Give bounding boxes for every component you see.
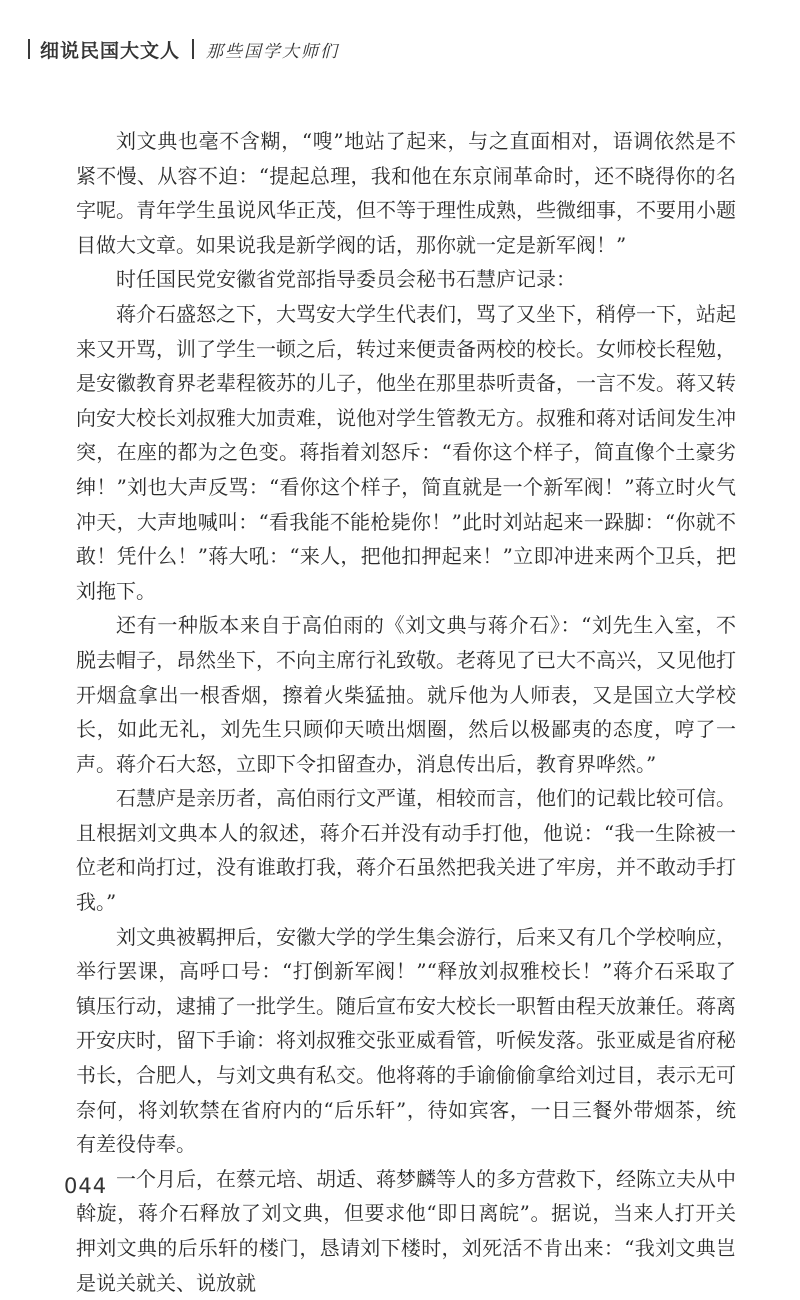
paragraph-3: 蒋介石盛怒之下，大骂安大学生代表们，骂了又坐下，稍停一下，站起来又开骂，训了学生一顿之后，转过来便责备两校的校长。女师校长程勉，是安徽教育界老辈程筱苏的儿子，他坐在那里恭听责备，一言不发。蒋又转向安大校长刘叔雅大加责难，说他对学生管教无方。叔雅和蒋对话间发生冲突，在座的都为之色变。蒋指着刘怒斥：“看你这个样子，简直像个土豪劣绅！”刘也大声反骂：“看你这个样子，简直就是一个新军阀！”蒋立时火气冲天，大声地喊叫：“看我能不能枪毙你！”此时刘站起来一跺脚：“你就不敢！凭什么！”蒋大吼：“来人，把他扣押起来！”立即冲进来两个卫兵，把刘拖下。 [76,301,736,603]
paragraph-6: 刘文典被羁押后，安徽大学的学生集会游行，后来又有几个学校响应，举行罢课，高呼口号：“打倒新军阀！”“释放刘叔雅校长！”蒋介石采取了镇压行动，逮捕了一批学生。随后宣布安大校长一职暂由程天放兼任。蒋离开安庆时，留下手谕：将刘叔雅交张亚威看管，听候发落。张亚威是省府秘书长，合肥人，与刘文典有私交。他将蒋的手谕偷偷拿给刘过目，表示无可奈何，将刘软禁在省府内的“后乐轩”，待如宾客，一日三餐外带烟茶，统有差役侍奉。 [76,924,736,1157]
paragraph-5: 石慧庐是亲历者，高伯雨行文严谨，相较而言，他们的记载比较可信。且根据刘文典本人的叙述，蒋介石并没有动手打他，他说：“我一生除被一位老和尚打过，没有谁敢打我，蒋介石虽然把我关进了牢房，并不敢动手打我。” [76,786,736,915]
page-number: 044 [64,1174,108,1198]
paragraph-1: 刘文典也毫不含糊，“嗖”地站了起来，与之直面相对，语调依然是不紧不慢、从容不迫：“提起总理，我和他在东京闹革命时，还不晓得你的名字呢。青年学生虽说风华正茂，但不等于理性成熟，些微细事，不要用小题目做大文章。如果说我是新学阀的话，那你就一定是新军阀！” [76,129,736,257]
section-title: 那些国学大师们 [206,41,340,62]
paragraph-4: 还有一种版本来自于高伯雨的《刘文典与蒋介石》：“刘先生入室，不脱去帽子，昂然坐下，不向主席行礼致敬。老蒋见了已大不高兴，又见他打开烟盒拿出一根香烟，擦着火柴猛抽。就斥他为人师表，又是国立大学校长，如此无礼，刘先生只顾仰天喷出烟圈，然后以极鄙夷的态度，哼了一声。蒋介石大怒，立即下令扣留查办，消息传出后，教育界哗然。” [76,613,736,776]
book-title: 细说民国大文人 [40,39,181,62]
body-text [76,124,736,1300]
header-left-bar [28,39,30,59]
paragraph-2: 时任国民党安徽省党部指导委员会秘书石慧庐记录： [116,267,576,292]
paragraph-7: 一个月后，在蔡元培、胡适、蒋梦麟等人的多方营救下，经陈立夫从中斡旋，蒋介石释放了刘文典，但要求他“即日离皖”。据说，当来人打开关押刘文典的后乐轩的楼门，恳请刘下楼时，刘死活不肯出来：“我刘文典岂是说关就关、说放就 [76,1166,736,1295]
header-divider-bar [192,39,194,59]
running-head [28,34,339,64]
